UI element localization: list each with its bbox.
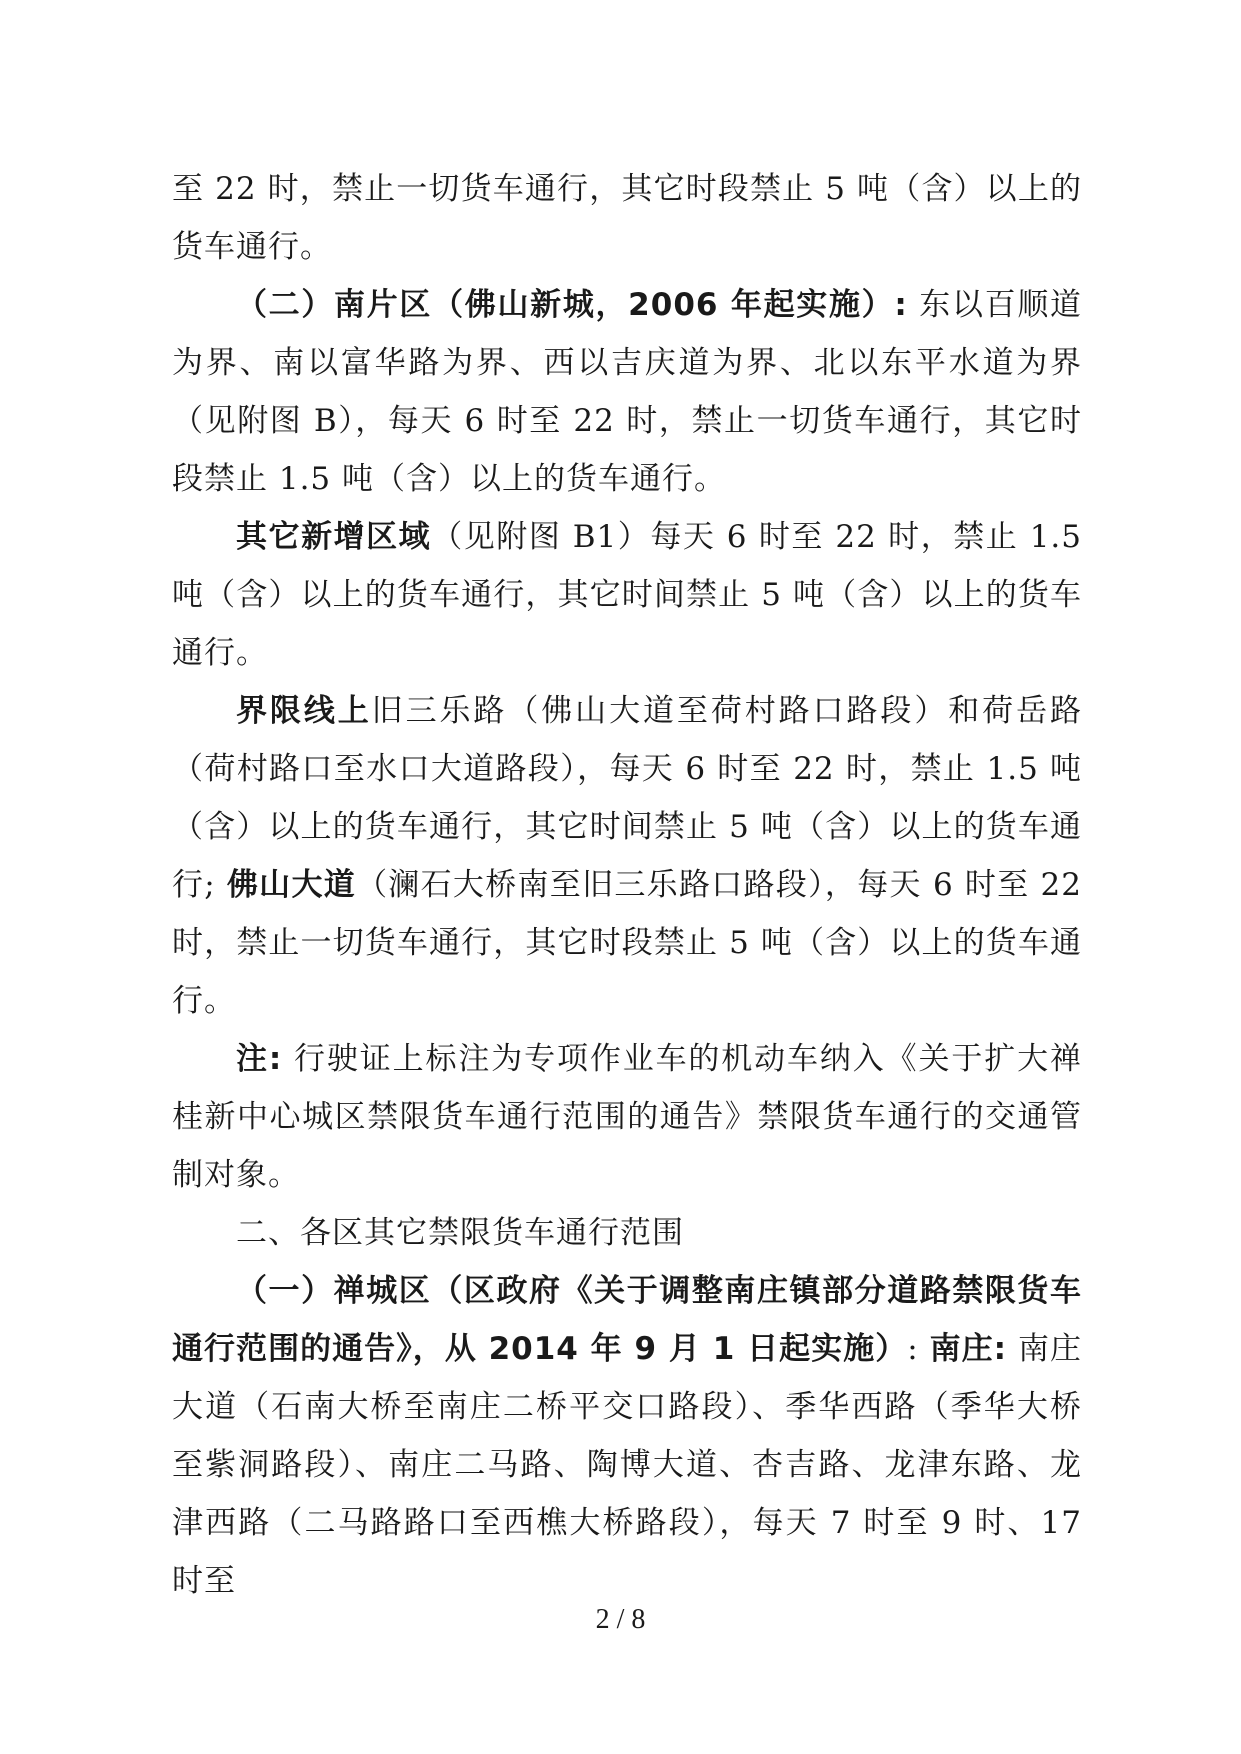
bold-text: 界限线上 xyxy=(236,693,372,729)
text-run: 二、各区其它禁限货车通行范围 xyxy=(236,1215,684,1251)
bold-text: 注: xyxy=(236,1041,283,1077)
bold-text: 佛山大道 xyxy=(226,867,357,903)
text-run: : xyxy=(907,1331,930,1367)
paragraph xyxy=(172,1262,1082,1610)
paragraph xyxy=(172,1204,1082,1262)
text-run: 至 22 时，禁止一切货车通行，其它时段禁止 5 吨（含）以上的货车通行。 xyxy=(172,171,1082,265)
text-run: 行驶证上标注为专项作业车的机动车纳入《关于扩大禅桂新中心城区禁限货车通行范围的通告》禁限货车通行的交通管制对象。 xyxy=(172,1041,1082,1193)
text-run: （澜石大桥南至旧三乐路口路段），每天 6 时至 22 时，禁止一切货车通行，其它时段禁止 5 吨（含）以上的货车通行。 xyxy=(172,867,1082,1019)
paragraph xyxy=(172,682,1082,1030)
document-body xyxy=(172,160,1082,1610)
text-run: 东以百顺道为界、南以富华路为界、西以吉庆道为界、北以东平水道为界（见附图 B），每天 6 时至 22 时，禁止一切货车通行，其它时段禁止 1.5 吨（含）以上的货车通行。 xyxy=(172,287,1082,497)
paragraph xyxy=(172,1030,1082,1204)
paragraph xyxy=(172,160,1082,276)
text-run: 旧三乐路（佛山大道至荷村路口路段）和荷岳路（荷村路口至水口大道路段），每天 6 时至 22 时，禁止 1.5 吨（含）以上的货车通行，其它时间禁止 5 吨（含）以上的货车通行; xyxy=(172,693,1083,903)
page-number: 2 / 8 xyxy=(595,1604,646,1635)
bold-text: （二）南片区（佛山新城，2006 年起实施）: xyxy=(236,287,908,323)
text-run: 南庄大道（石南大桥至南庄二桥平交口路段）、季华西路（季华大桥至紫洞路段）、南庄二马路、陶博大道、杏吉路、龙津东路、龙津西路（二马路路口至西樵大桥路段），每天 7 时至 9 时、17 时至 xyxy=(172,1331,1082,1599)
bold-text: 其它新增区域 xyxy=(236,519,432,555)
paragraph xyxy=(172,508,1082,682)
text-run: （见附图 B1）每天 6 时至 22 时，禁止 1.5 吨（含）以上的货车通行，其它时间禁止 5 吨（含）以上的货车通行。 xyxy=(172,519,1083,671)
paragraph xyxy=(172,276,1082,508)
bold-text: 南庄: xyxy=(929,1331,1008,1367)
bold-text: （一）禅城区（区政府《关于调整南庄镇部分道路禁限货车通行范围的通告》，从 2014 年 9 月 1 日起实施） xyxy=(172,1273,1082,1367)
